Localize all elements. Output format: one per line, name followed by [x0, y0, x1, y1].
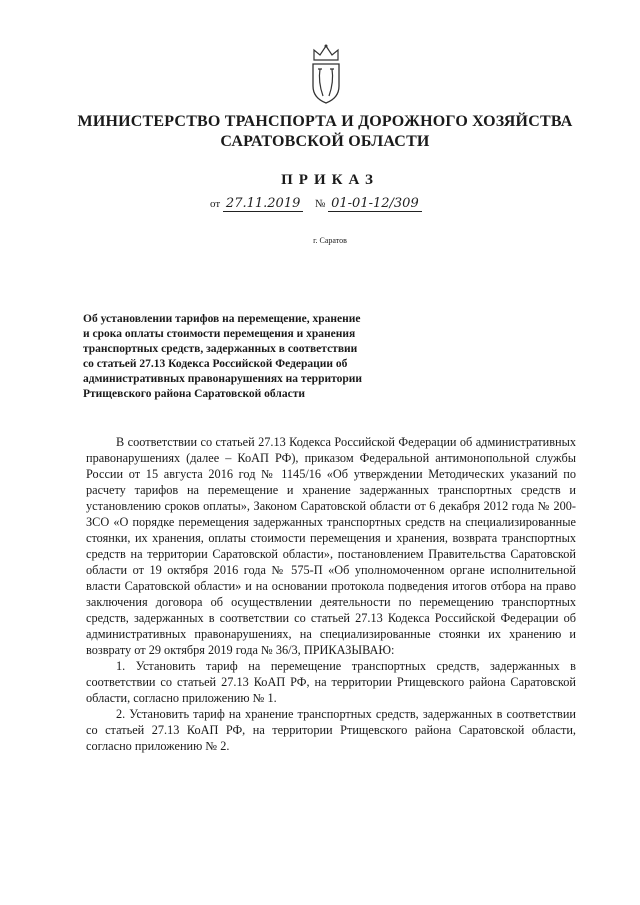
subject-line: и срока оплаты стоимости перемещения и хранения — [83, 328, 356, 340]
preamble-paragraph: В соответствии со статьей 27.13 Кодекса Российской Федерации об административных правонарушениях (далее – КоАП РФ), приказом Федеральной антимонопольной службы России от 15 августа 2016 год № 1145/16 «Об утверждении Методических указаний по расчету тарифов на перемещение и хранение задержанных транспортных средств и установлению сроков оплаты», Законом Саратовской области от 6 декабря 2012 года № 200-ЗСО «О порядке перемещения задержанных транспортных средств на специализированные стоянки, их хранения, оплаты стоимости перемещения и хранения, возврата транспортных средств на территории Саратовской области», постановлением Правительства Саратовской области от 19 октября 2016 года № 575-П «Об уполномоченном органе исполнительной власти Саратовской области» и на основании протокола подведения итогов отбора на право заключения договора об осуществлении деятельности по перемещению транспортных средств, задержанных в соответствии со статьей 27.13 Кодекса Российской Федерации об административных правонарушениях, на специализированные стоянки их хранению и возврату от 29 октября 2019 года № 36/3, ПРИКАЗЫВАЮ: — [86, 435, 576, 657]
document-type: ПРИКАЗ — [281, 172, 379, 188]
number-prefix: № — [314, 198, 326, 210]
date-prefix: от — [210, 198, 221, 210]
order-date: 27.11.2019 — [223, 197, 303, 212]
order-subject — [83, 312, 383, 402]
order-item-1: 1. Установить тариф на перемещение транспортных средств, задержанных в соответствии со статьей 27.13 КоАП РФ, на территории Ртищевского района Саратовской области, согласно приложению № 1. — [86, 659, 576, 705]
subject-line: со статьей 27.13 Кодекса Российской Федерации об — [83, 358, 348, 370]
ministry-name — [60, 112, 590, 152]
order-body — [86, 434, 576, 754]
order-item-2: 2. Установить тариф на хранение транспортных средств, задержанных в соответствии со статьей 27.13 КоАП РФ, на территории Ртищевского района Саратовской области, согласно приложению № 2. — [86, 707, 576, 753]
city-label: г. Саратов — [313, 236, 347, 245]
subject-line: Ртищевского района Саратовской области — [83, 388, 305, 400]
subject-line: административных правонарушениях на территории — [83, 373, 362, 385]
subject-line: Об установлении тарифов на перемещение, хранение — [83, 313, 361, 325]
coat-of-arms-icon — [308, 42, 344, 106]
subject-line: транспортных средств, задержанных в соответствии — [83, 343, 358, 355]
ministry-line-1: МИНИСТЕРСТВО ТРАНСПОРТА И ДОРОЖНОГО ХОЗЯЙСТВА — [77, 113, 573, 130]
order-date-number — [210, 197, 470, 212]
ministry-line-2: САРАТОВСКОЙ ОБЛАСТИ — [220, 133, 430, 150]
order-number: 01-01-12/309 — [328, 197, 422, 212]
